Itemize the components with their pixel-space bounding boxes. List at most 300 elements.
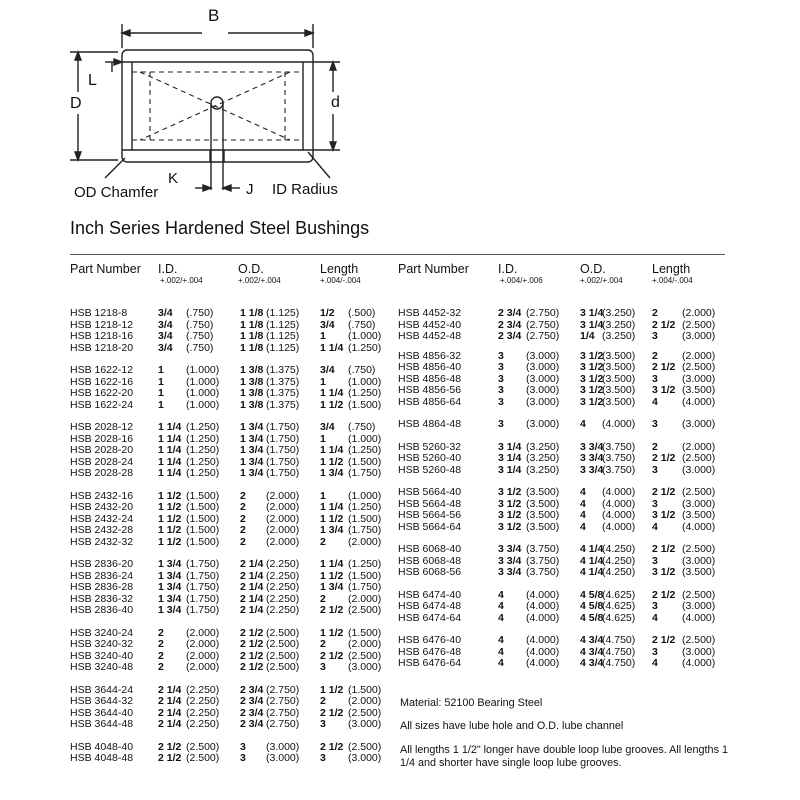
length-decimal: (3.500) <box>682 509 716 521</box>
id-decimal: (1.750) <box>186 569 220 582</box>
length-decimal: (.500) <box>348 307 376 319</box>
length-fraction: 1 1/4 <box>320 341 344 354</box>
id-decimal: (3.500) <box>526 497 560 510</box>
od-fraction: 1 3/4 <box>240 455 264 468</box>
id-decimal: (3.750) <box>526 566 560 578</box>
od-decimal: (3.500) <box>602 384 636 396</box>
od-fraction: 4 5/8 <box>580 588 604 601</box>
part-number: HSB 3644-24 <box>70 683 134 696</box>
length-decimal: (4.000) <box>682 611 716 624</box>
id-decimal: (3.500) <box>526 486 560 498</box>
id-fraction: 2 <box>158 638 164 650</box>
od-decimal: (1.750) <box>266 432 300 445</box>
length-fraction: 3 <box>652 372 658 385</box>
part-number: HSB 3240-40 <box>70 649 134 662</box>
id-decimal: (2.500) <box>186 752 220 764</box>
part-number: HSB 2432-24 <box>70 512 134 525</box>
length-decimal: (1.000) <box>348 432 382 445</box>
od-fraction: 3 3/4 <box>580 452 604 464</box>
header-od-tol-right: +.002/+.004 <box>580 276 623 285</box>
id-decimal: (.750) <box>186 318 214 331</box>
id-decimal: (1.500) <box>186 501 220 513</box>
od-decimal: (4.250) <box>602 554 636 567</box>
id-fraction: 3 3/4 <box>498 543 522 555</box>
id-decimal: (2.000) <box>186 661 220 673</box>
part-number: HSB 5260-48 <box>398 463 462 476</box>
header-length-left: Length <box>320 262 359 276</box>
od-fraction: 1 3/4 <box>240 432 264 445</box>
od-decimal: (1.125) <box>266 330 300 342</box>
od-decimal: (4.750) <box>602 634 636 646</box>
header-id-tol-right: +.004/+.006 <box>500 276 543 285</box>
id-decimal: (2.250) <box>186 695 220 707</box>
length-fraction: 4 <box>652 657 658 669</box>
od-fraction: 4 <box>580 418 586 430</box>
length-decimal: (1.500) <box>348 512 382 525</box>
length-decimal: (3.000) <box>348 752 382 764</box>
length-fraction: 2 1/2 <box>652 452 676 464</box>
id-decimal: (3.750) <box>526 543 560 555</box>
od-fraction: 3 1/4 <box>580 318 604 331</box>
length-decimal: (2.500) <box>682 588 716 601</box>
od-fraction: 1 3/4 <box>240 421 264 433</box>
part-number: HSB 2028-24 <box>70 455 134 468</box>
part-number: HSB 3644-48 <box>70 718 134 730</box>
length-fraction: 3/4 <box>320 364 335 376</box>
id-fraction: 1 3/4 <box>158 569 182 582</box>
table-row <box>398 567 728 579</box>
length-fraction: 2 1/2 <box>320 649 344 662</box>
length-decimal: (1.250) <box>348 501 382 513</box>
length-decimal: (3.000) <box>348 661 382 673</box>
od-decimal: (2.250) <box>266 558 300 570</box>
row-group <box>70 422 395 480</box>
length-decimal: (2.500) <box>682 452 716 464</box>
length-fraction: 2 1/2 <box>652 588 676 601</box>
od-fraction: 2 1/2 <box>240 649 264 662</box>
od-fraction: 3 1/4 <box>580 307 604 319</box>
id-fraction: 1 1/2 <box>158 535 182 548</box>
title-divider <box>70 254 725 255</box>
length-fraction: 3 <box>652 418 658 430</box>
id-fraction: 1 1/2 <box>158 501 182 513</box>
length-fraction: 1 3/4 <box>320 467 344 479</box>
od-decimal: (2.750) <box>266 683 300 696</box>
header-length-tol-left: +.004/-.004 <box>320 276 361 285</box>
row-group <box>398 590 728 625</box>
id-decimal: (4.000) <box>526 645 560 658</box>
table-row <box>70 468 395 480</box>
id-fraction: 1 1/4 <box>158 444 182 456</box>
id-decimal: (3.500) <box>526 520 560 533</box>
id-fraction: 3 1/2 <box>498 509 522 521</box>
id-fraction: 2 3/4 <box>498 307 522 319</box>
od-fraction: 2 <box>240 489 246 502</box>
od-fraction: 2 1/4 <box>240 592 264 605</box>
header-od-left: O.D. <box>238 262 264 276</box>
part-number: HSB 4864-48 <box>398 418 462 430</box>
length-fraction: 1 1/4 <box>320 444 344 456</box>
od-fraction: 3 <box>240 752 246 764</box>
length-fraction: 2 <box>652 307 658 319</box>
part-number: HSB 5664-56 <box>398 509 462 521</box>
length-fraction: 2 1/2 <box>320 706 344 719</box>
row-group <box>70 742 395 765</box>
id-decimal: (2.250) <box>186 706 220 719</box>
id-decimal: (1.500) <box>186 535 220 548</box>
part-number: HSB 5664-40 <box>398 486 462 498</box>
table-row <box>398 453 728 465</box>
row-group <box>70 628 395 674</box>
od-fraction: 3 1/2 <box>580 372 604 385</box>
id-fraction: 4 <box>498 657 504 669</box>
id-decimal: (2.750) <box>526 307 560 319</box>
od-decimal: (4.250) <box>602 543 636 555</box>
length-decimal: (1.500) <box>348 569 382 582</box>
length-decimal: (3.000) <box>682 645 716 658</box>
table-row <box>70 537 395 549</box>
part-number: HSB 3644-32 <box>70 695 134 707</box>
length-decimal: (1.500) <box>348 683 382 696</box>
length-fraction: 2 1/2 <box>652 486 676 498</box>
length-decimal: (1.250) <box>348 558 382 570</box>
length-fraction: 2 <box>320 695 326 707</box>
part-number: HSB 5260-40 <box>398 452 462 464</box>
table-row <box>70 445 395 457</box>
id-fraction: 3 1/2 <box>498 497 522 510</box>
od-fraction: 4 <box>580 486 586 498</box>
table-row <box>70 343 395 355</box>
id-decimal: (3.000) <box>526 349 560 362</box>
part-number: HSB 2028-16 <box>70 432 134 445</box>
id-decimal: (3.250) <box>526 440 560 453</box>
od-decimal: (2.500) <box>266 649 300 662</box>
length-fraction: 3/4 <box>320 421 335 433</box>
id-fraction: 3 1/2 <box>498 486 522 498</box>
length-decimal: (2.000) <box>682 440 716 453</box>
id-decimal: (1.000) <box>186 398 220 411</box>
id-decimal: (1.750) <box>186 592 220 605</box>
length-decimal: (2.000) <box>682 307 716 319</box>
id-decimal: (3.000) <box>526 395 560 408</box>
length-fraction: 1 <box>320 330 326 342</box>
row-group <box>398 419 728 431</box>
part-number: HSB 4452-32 <box>398 307 462 319</box>
length-decimal: (3.500) <box>682 384 716 396</box>
od-fraction: 1 3/8 <box>240 375 264 388</box>
header-id-tol-left: +.002/+.004 <box>160 276 203 285</box>
od-decimal: (2.250) <box>266 592 300 605</box>
od-fraction: 4 3/4 <box>580 657 604 669</box>
part-number: HSB 4048-48 <box>70 752 134 764</box>
length-fraction: 2 <box>320 535 326 548</box>
length-fraction: 2 1/2 <box>652 318 676 331</box>
od-decimal: (1.375) <box>266 364 300 376</box>
part-number: HSB 5664-64 <box>398 520 462 533</box>
table-row <box>70 331 395 343</box>
od-decimal: (2.000) <box>266 489 300 502</box>
id-decimal: (2.000) <box>186 626 220 639</box>
length-decimal: (3.500) <box>682 566 716 578</box>
od-fraction: 1 1/8 <box>240 318 264 331</box>
length-fraction: 3/4 <box>320 318 335 331</box>
part-number: HSB 1218-8 <box>70 307 128 319</box>
id-decimal: (.750) <box>186 307 214 319</box>
id-fraction: 2 1/4 <box>158 718 182 730</box>
length-fraction: 2 1/2 <box>320 604 344 616</box>
id-decimal: (3.000) <box>526 372 560 385</box>
length-fraction: 3 1/2 <box>652 566 676 578</box>
length-decimal: (1.750) <box>348 524 382 536</box>
row-group <box>398 635 728 670</box>
length-fraction: 1 1/2 <box>320 626 344 639</box>
od-decimal: (2.750) <box>266 695 300 707</box>
part-number: HSB 6068-56 <box>398 566 462 578</box>
od-fraction: 4 3/4 <box>580 645 604 658</box>
id-decimal: (1.250) <box>186 421 220 433</box>
id-decimal: (1.750) <box>186 558 220 570</box>
header-part-number-left: Part Number <box>70 262 141 276</box>
id-fraction: 3 1/4 <box>498 440 522 453</box>
length-fraction: 3 <box>652 554 658 567</box>
id-decimal: (3.000) <box>526 418 560 430</box>
note-lube: All sizes have lube hole and O.D. lube channel <box>400 720 624 732</box>
od-decimal: (2.500) <box>266 638 300 650</box>
part-number: HSB 4856-48 <box>398 372 462 385</box>
length-decimal: (3.000) <box>682 497 716 510</box>
part-number: HSB 5664-48 <box>398 497 462 510</box>
length-fraction: 3 <box>652 463 658 476</box>
length-fraction: 1 1/2 <box>320 683 344 696</box>
part-number: HSB 6474-64 <box>398 611 462 624</box>
part-number: HSB 2836-20 <box>70 558 134 570</box>
od-decimal: (4.000) <box>602 497 636 510</box>
length-fraction: 2 <box>320 592 326 605</box>
length-decimal: (2.000) <box>348 638 382 650</box>
od-decimal: (2.250) <box>266 581 300 593</box>
length-fraction: 1 1/2 <box>320 455 344 468</box>
length-decimal: (1.000) <box>348 330 382 342</box>
length-fraction: 4 <box>652 395 658 408</box>
id-decimal: (1.500) <box>186 489 220 502</box>
od-decimal: (4.625) <box>602 588 636 601</box>
id-decimal: (1.250) <box>186 444 220 456</box>
dim-k-label: K <box>168 170 179 187</box>
table-row <box>398 601 728 613</box>
od-fraction: 1 1/8 <box>240 341 264 354</box>
length-decimal: (1.750) <box>348 581 382 593</box>
table-row <box>70 696 395 708</box>
table-row <box>398 385 728 397</box>
od-decimal: (4.750) <box>602 657 636 669</box>
id-fraction: 1 1/4 <box>158 432 182 445</box>
table-row <box>70 753 395 765</box>
table-row <box>398 331 728 343</box>
length-decimal: (2.500) <box>348 740 382 753</box>
part-number: HSB 1218-12 <box>70 318 134 331</box>
id-fraction: 4 <box>498 588 504 601</box>
id-decimal: (3.500) <box>526 509 560 521</box>
length-decimal: (2.000) <box>348 592 382 605</box>
od-fraction: 4 3/4 <box>580 634 604 646</box>
length-decimal: (1.250) <box>348 341 382 354</box>
table-row <box>70 605 395 617</box>
od-decimal: (3.500) <box>602 349 636 362</box>
length-decimal: (3.000) <box>348 718 382 730</box>
part-number: HSB 1622-24 <box>70 398 134 411</box>
row-group <box>398 351 728 409</box>
od-fraction: 3 3/4 <box>580 463 604 476</box>
id-fraction: 3 <box>498 361 504 373</box>
od-fraction: 3 1/2 <box>580 395 604 408</box>
length-fraction: 3 <box>320 752 326 764</box>
od-fraction: 3 <box>240 740 246 753</box>
od-fraction: 1 1/8 <box>240 307 264 319</box>
od-decimal: (3.000) <box>266 752 300 764</box>
od-decimal: (1.125) <box>266 318 300 331</box>
part-number: HSB 6476-40 <box>398 634 462 646</box>
length-fraction: 1 1/2 <box>320 569 344 582</box>
part-number: HSB 4452-40 <box>398 318 462 331</box>
id-fraction: 4 <box>498 634 504 646</box>
table-row <box>398 544 728 556</box>
length-decimal: (2.000) <box>348 535 382 548</box>
length-fraction: 1 1/2 <box>320 398 344 411</box>
part-number: HSB 4856-40 <box>398 361 462 373</box>
part-number: HSB 6476-48 <box>398 645 462 658</box>
id-decimal: (1.000) <box>186 387 220 399</box>
od-decimal: (3.750) <box>602 440 636 453</box>
length-fraction: 4 <box>652 611 658 624</box>
id-fraction: 3 <box>498 349 504 362</box>
table-row <box>70 662 395 674</box>
header-od-right: O.D. <box>580 262 606 276</box>
id-fraction: 1 <box>158 398 164 411</box>
od-decimal: (1.125) <box>266 307 300 319</box>
length-fraction: 2 <box>652 349 658 362</box>
od-decimal: (3.500) <box>602 361 636 373</box>
length-decimal: (1.500) <box>348 455 382 468</box>
id-decimal: (.750) <box>186 341 214 354</box>
part-number: HSB 1622-12 <box>70 364 134 376</box>
row-group <box>70 685 395 731</box>
length-decimal: (3.000) <box>682 372 716 385</box>
length-fraction: 1 3/4 <box>320 524 344 536</box>
od-fraction: 2 <box>240 535 246 548</box>
table-row <box>398 397 728 409</box>
part-number: HSB 5260-32 <box>398 440 462 453</box>
od-decimal: (4.000) <box>602 418 636 430</box>
id-fraction: 1 3/4 <box>158 581 182 593</box>
part-number: HSB 3644-40 <box>70 706 134 719</box>
part-number: HSB 2028-12 <box>70 421 134 433</box>
od-fraction: 2 1/2 <box>240 626 264 639</box>
table-row <box>398 522 728 534</box>
part-number: HSB 4856-64 <box>398 395 462 408</box>
id-decimal: (1.750) <box>186 581 220 593</box>
part-number: HSB 2432-16 <box>70 489 134 502</box>
table-row <box>70 639 395 651</box>
od-decimal: (2.000) <box>266 524 300 536</box>
length-fraction: 1 1/2 <box>320 512 344 525</box>
table-row <box>70 422 395 434</box>
length-fraction: 3 1/2 <box>652 509 676 521</box>
length-decimal: (2.500) <box>682 361 716 373</box>
table-row <box>398 308 728 320</box>
length-decimal: (4.000) <box>682 395 716 408</box>
id-decimal: (1.250) <box>186 455 220 468</box>
od-decimal: (2.250) <box>266 569 300 582</box>
length-fraction: 1 1/4 <box>320 558 344 570</box>
id-fraction: 2 <box>158 649 164 662</box>
id-fraction: 3 1/4 <box>498 463 522 476</box>
od-decimal: (3.250) <box>602 318 636 331</box>
lube-groove <box>132 72 303 140</box>
part-number: HSB 4856-32 <box>398 349 462 362</box>
od-decimal: (1.750) <box>266 467 300 479</box>
od-fraction: 2 1/4 <box>240 581 264 593</box>
id-decimal: (2.250) <box>186 683 220 696</box>
od-decimal: (3.000) <box>266 740 300 753</box>
length-decimal: (1.250) <box>348 444 382 456</box>
length-decimal: (1.750) <box>348 467 382 479</box>
part-number: HSB 2432-20 <box>70 501 134 513</box>
id-decimal: (3.000) <box>526 384 560 396</box>
header-part-number-right: Part Number <box>398 262 469 276</box>
od-decimal: (1.375) <box>266 398 300 411</box>
part-number: HSB 2836-28 <box>70 581 134 593</box>
part-number: HSB 3240-32 <box>70 638 134 650</box>
header-id-left: I.D. <box>158 262 178 276</box>
od-decimal: (2.500) <box>266 661 300 673</box>
od-fraction: 2 1/4 <box>240 604 264 616</box>
table-row <box>70 582 395 594</box>
part-number: HSB 2028-20 <box>70 444 134 456</box>
dim-d-outer-label: D <box>70 95 82 112</box>
length-fraction: 3 <box>652 600 658 612</box>
length-decimal: (2.500) <box>348 604 382 616</box>
part-number: HSB 1218-20 <box>70 341 134 354</box>
part-number: HSB 6474-40 <box>398 588 462 601</box>
od-fraction: 3 1/2 <box>580 361 604 373</box>
length-decimal: (2.500) <box>682 543 716 555</box>
length-fraction: 2 <box>320 638 326 650</box>
header-length-right: Length <box>652 262 691 276</box>
od-fraction: 3 3/4 <box>580 440 604 453</box>
part-number: HSB 6068-48 <box>398 554 462 567</box>
id-decimal: (1.500) <box>186 524 220 536</box>
table-row <box>70 365 395 377</box>
od-decimal: (2.000) <box>266 512 300 525</box>
od-decimal: (3.750) <box>602 463 636 476</box>
id-fraction: 4 <box>498 600 504 612</box>
od-fraction: 4 1/4 <box>580 543 604 555</box>
length-fraction: 3 <box>320 661 326 673</box>
od-decimal: (3.500) <box>602 372 636 385</box>
od-fraction: 2 <box>240 512 246 525</box>
id-fraction: 1 3/4 <box>158 592 182 605</box>
dim-j-label: J <box>246 181 254 198</box>
length-fraction: 3 <box>652 645 658 658</box>
note-grooves: All lengths 1 1/2" longer have double loop lube grooves. All lengths 1 1/4 and shorter have single loop lube grooves. <box>400 744 728 769</box>
part-number: HSB 2836-24 <box>70 569 134 582</box>
id-fraction: 1 1/4 <box>158 421 182 433</box>
length-decimal: (4.000) <box>682 520 716 533</box>
length-fraction: 1/2 <box>320 307 335 319</box>
od-fraction: 1 3/8 <box>240 364 264 376</box>
length-decimal: (3.000) <box>682 418 716 430</box>
part-number: HSB 2432-32 <box>70 535 134 548</box>
